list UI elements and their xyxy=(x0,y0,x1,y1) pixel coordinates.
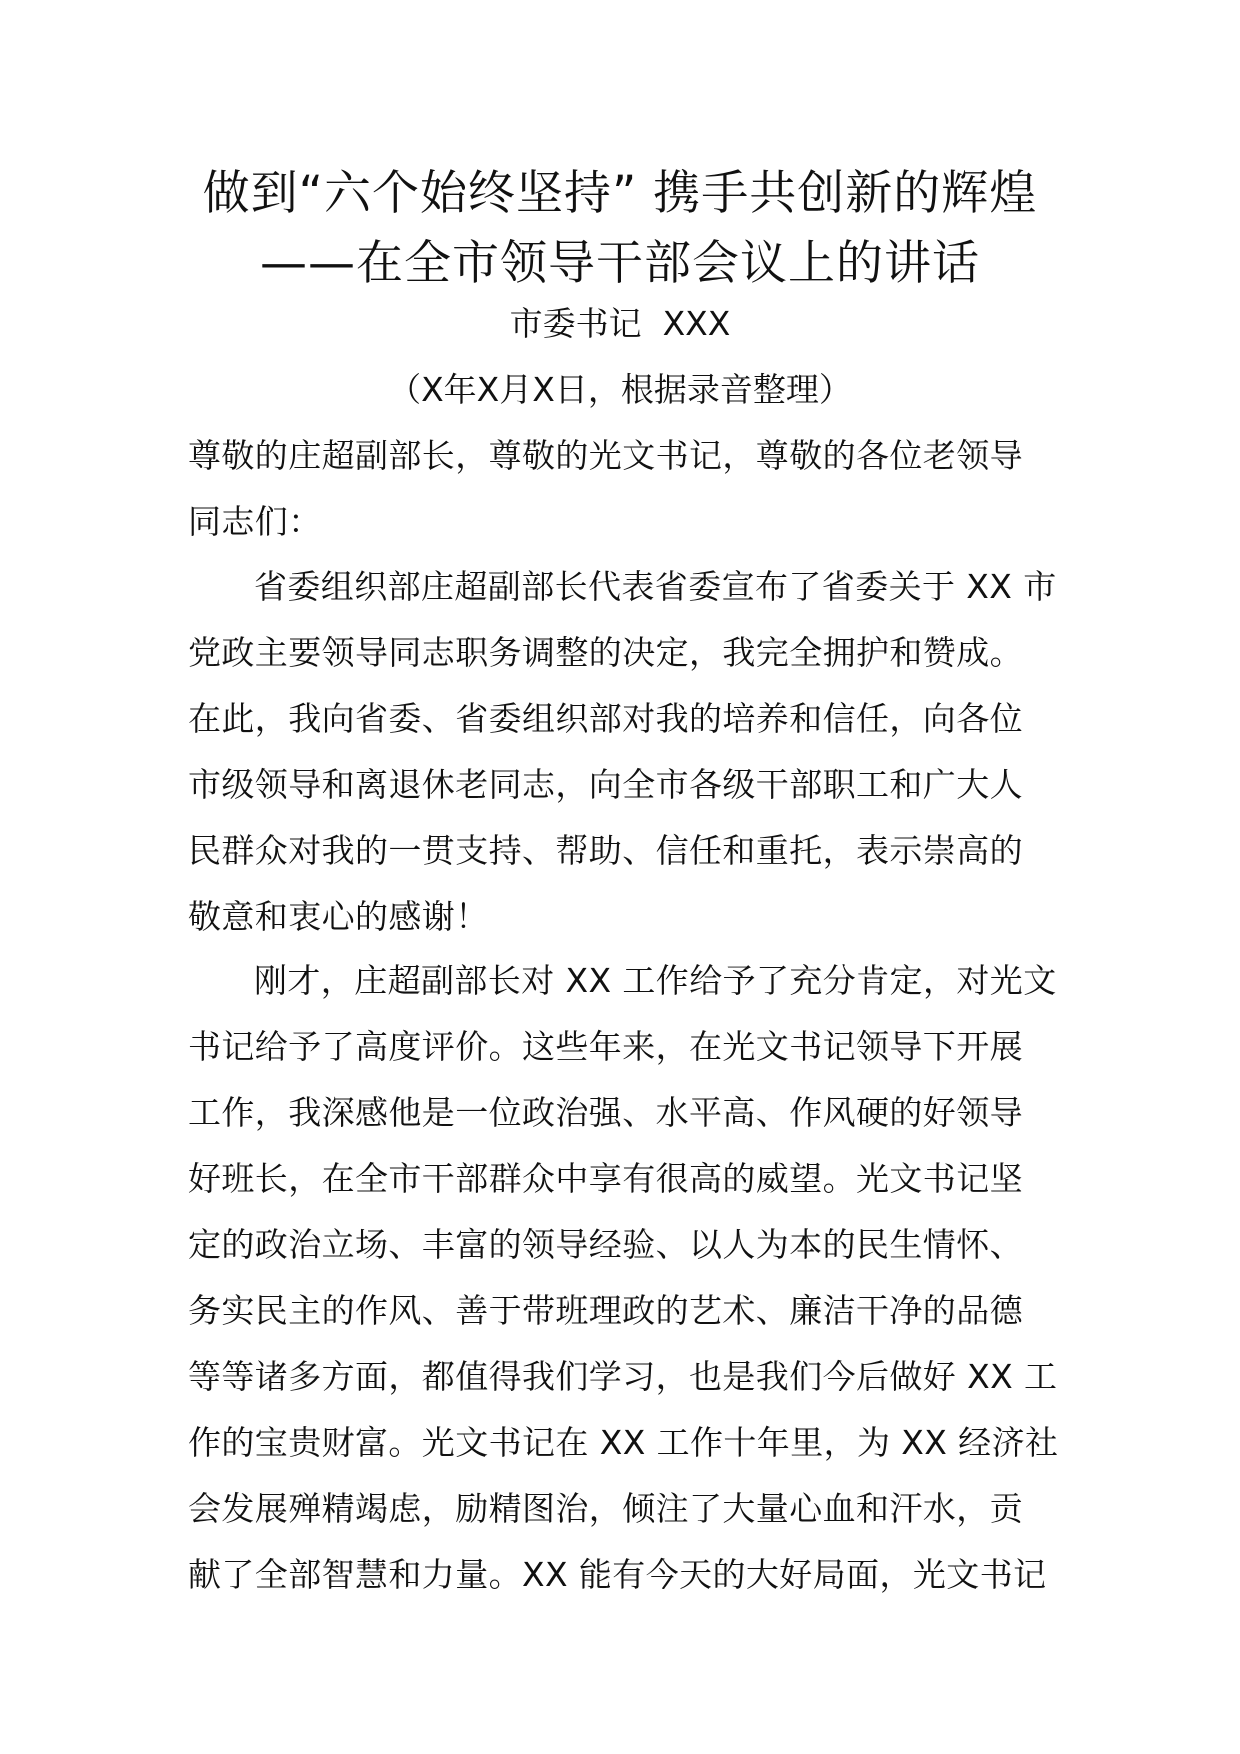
salutation xyxy=(188,423,1058,555)
title-line-2: ——在全市领导干部会议上的讲话 xyxy=(260,236,980,291)
paragraph-line: 敬意和衷心的感谢！ xyxy=(188,897,489,936)
paragraph-line: 市级领导和离退休老同志，向全市各级干部职工和广大人 xyxy=(188,765,1023,804)
title-line-1: 做到“六个始终坚持” 携手共创新的辉煌 xyxy=(202,166,1038,221)
paragraph-line: 在此，我向省委、省委组织部对我的培养和信任，向各位 xyxy=(188,699,1023,738)
paragraph-line: 好班长，在全市干部群众中享有很高的威望。光文书记坚 xyxy=(188,1159,1023,1198)
salutation-line: 尊敬的庄超副部长，尊敬的光文书记，尊敬的各位老领导 xyxy=(188,436,1023,475)
paragraph-line: 献了全部智慧和力量。XX 能有今天的大好局面，光文书记 xyxy=(188,1555,1047,1594)
paragraph-line: 会发展殚精竭虑，励精图治，倾注了大量心血和汗水，贡 xyxy=(188,1489,1023,1528)
paragraph-line: 等等诸多方面，都值得我们学习，也是我们今后做好 XX 工 xyxy=(188,1357,1058,1396)
paragraph-2 xyxy=(188,948,1058,1608)
date-note: （X年X月X日，根据录音整理） xyxy=(388,370,852,409)
paragraph-line: 书记给予了高度评价。这些年来，在光文书记领导下开展 xyxy=(188,1027,1023,1066)
paragraph-line: 工作，我深感他是一位政治强、水平高、作风硬的好领导 xyxy=(188,1093,1023,1132)
salutation-line: 同志们： xyxy=(188,502,322,541)
paragraph-line: 民群众对我的一贯支持、帮助、信任和重托，表示崇高的 xyxy=(188,831,1023,870)
paragraph-line: 务实民主的作风、善于带班理政的艺术、廉洁干净的品德 xyxy=(188,1291,1023,1330)
paragraph-line: 作的宝贵财富。光文书记在 XX 工作十年里，为 XX 经济社 xyxy=(188,1423,1059,1462)
paragraph-line: 刚才，庄超副部长对 XX 工作给予了充分肯定，对光文 xyxy=(254,961,1057,1000)
paragraph-line: 定的政治立场、丰富的领导经验、以人为本的民生情怀、 xyxy=(188,1225,1023,1264)
paragraph-line: 党政主要领导同志职务调整的决定，我完全拥护和赞成。 xyxy=(188,633,1023,672)
paragraph-1 xyxy=(188,554,1058,950)
paragraph-line: 省委组织部庄超副部长代表省委宣布了省委关于 XX 市 xyxy=(254,567,1057,606)
author-line: 市委书记 XXX xyxy=(509,304,731,343)
